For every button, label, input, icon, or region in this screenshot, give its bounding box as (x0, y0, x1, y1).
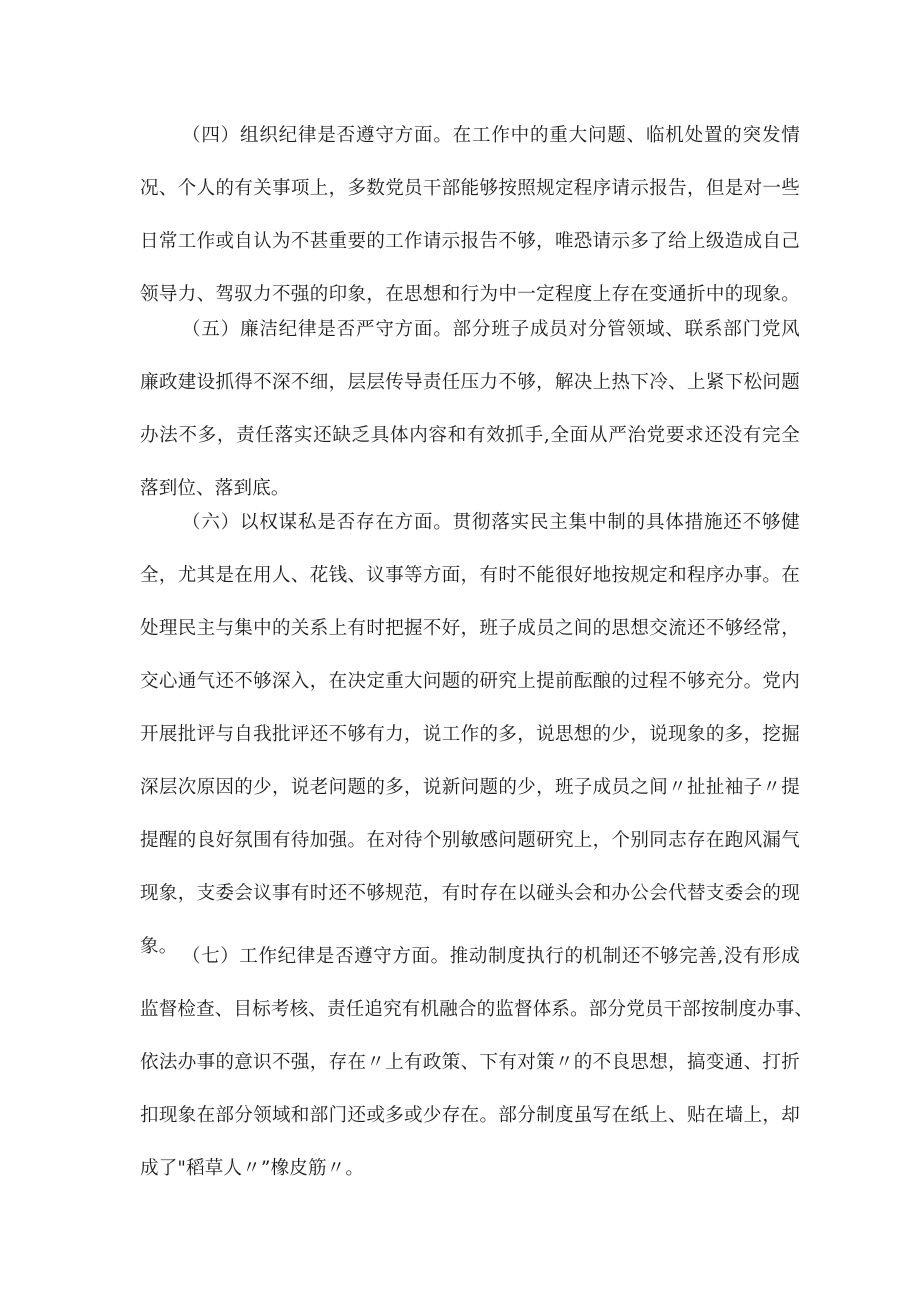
paragraph-line: 处理民主与集中的关系上有时把握不好，班子成员之间的思想交流还不够经常， (140, 618, 800, 639)
paragraph-line: 成了"稻草人〃”橡皮筋〃。 (140, 1158, 365, 1179)
paragraph-line: 提醒的良好氛围有待加强。在对待个别敏感问题研究上，个别同志存在跑风漏气 (140, 830, 800, 851)
paragraph-line: 开展批评与自我批评还不够有力，说工作的多，说思想的少，说现象的多，挖掘 (140, 724, 800, 745)
paragraph-work-discipline (140, 945, 814, 1181)
paragraph-line: 扣现象在部分领域和部门还或多或少存在。部分制度虽写在纸上、贴在墙上，却 (140, 1105, 800, 1126)
paragraph-line: 况、个人的有关事项上，多数党员干部能够按照规定程序请示报告，但是对一些 (140, 178, 800, 199)
paragraph-line: 日常工作或自认为不甚重要的工作请示报告不够，唯恐请示多了给上级造成自己 (140, 231, 800, 252)
paragraph-abuse-of-power (140, 511, 800, 959)
paragraph-line: （五）廉洁纪律是否严守方面。部分班子成员对分管领域、联系部门党风 (182, 319, 800, 340)
paragraph-line: 落到位、落到底。 (140, 478, 290, 499)
paragraph-line: 依法办事的意识不强，存在〃上有政策、下有对策〃的不良思想，搞变通、打折 (140, 1052, 800, 1073)
paragraph-integrity-discipline (140, 318, 800, 501)
paragraph-line: （七）工作纪律是否遵守方面。推动制度执行的机制还不够完善,没有形成 (182, 946, 800, 967)
paragraph-line: 领导力、驾驭力不强的印象，在思想和行为中一定程度上存在变通折中的现象。 (140, 284, 800, 305)
paragraph-line: （四）组织纪律是否遵守方面。在工作中的重大问题、临机处置的突发情 (182, 125, 800, 146)
paragraph-line: 交心通气还不够深入，在决定重大问题的研究上提前酝酿的过程不够充分。党内 (140, 671, 800, 692)
paragraph-line: 全，尤其是在用人、花钱、议事等方面，有时不能很好地按规定和程序办事。在 (140, 565, 800, 586)
paragraph-line: 办法不多，责任落实还缺乏具体内容和有效抓手,全面从严治党要求还没有完全 (140, 425, 800, 446)
paragraph-line: 深层次原因的少，说老问题的多，说新问题的少，班子成员之间〃扯扯袖子〃提 (140, 777, 800, 798)
paragraph-line: 监督检查、目标考核、责任追究有机融合的监督体系。部分党员干部按制度办事、 (140, 999, 814, 1020)
paragraph-line: 廉政建设抓得不深不细，层层传导责任压力不够，解决上热下冷、上紧下松问题 (140, 372, 800, 393)
paragraph-line: （六）以权谋私是否存在方面。贯彻落实民主集中制的具体措施还不够健 (182, 512, 800, 533)
paragraph-organizational-discipline (140, 124, 800, 307)
paragraph-line: 现象，支委会议事有时还不够规范，有时存在以碰头会和办公会代替支委会的现 (140, 883, 800, 904)
paragraph-line: 象。 (140, 936, 178, 957)
